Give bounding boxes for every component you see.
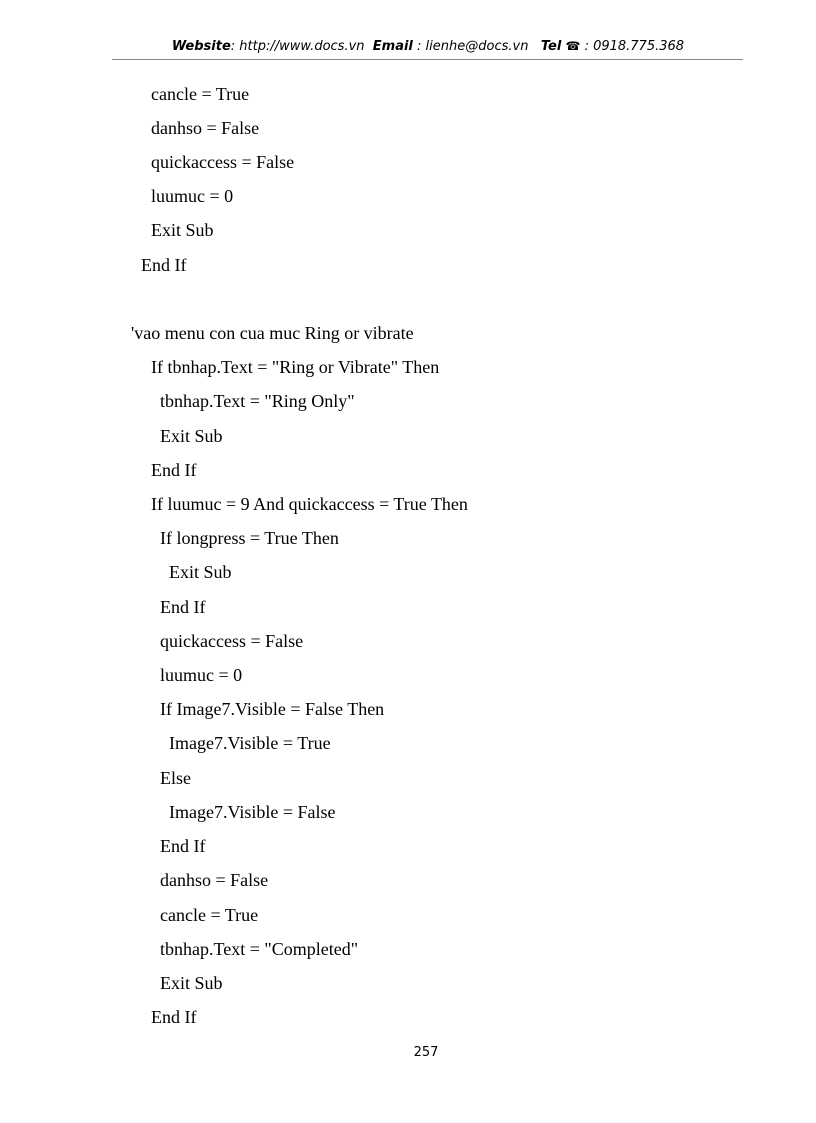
code-line: Exit Sub xyxy=(160,426,223,446)
page-number: 257 xyxy=(413,1045,439,1060)
email-value: : lienhe@docs.vn xyxy=(412,39,529,54)
email-label: Email xyxy=(372,39,413,54)
tel-value: : 0918.775.368 xyxy=(584,39,685,54)
code-line: cancle = True xyxy=(160,905,259,925)
code-line: End If xyxy=(151,460,197,480)
code-line: If tbnhap.Text = "Ring or Vibrate" Then xyxy=(151,357,440,377)
tel-label: Tel xyxy=(540,39,562,54)
code-line: If Image7.Visible = False Then xyxy=(160,699,385,719)
website-label: Website xyxy=(171,39,231,54)
code-line: If luumuc = 9 And quickaccess = True Then xyxy=(151,494,468,514)
website-value: : http://www.docs.vn xyxy=(230,39,365,54)
code-line: End If xyxy=(151,1007,197,1027)
code-line: Exit Sub xyxy=(160,973,223,993)
code-comment: 'vao menu con cua muc Ring or vibrate xyxy=(131,323,414,343)
code-line: tbnhap.Text = "Completed" xyxy=(160,939,359,959)
code-line: Exit Sub xyxy=(169,562,232,582)
code-line: Else xyxy=(160,768,191,788)
code-line: danhso = False xyxy=(151,118,260,138)
code-line: End If xyxy=(160,836,206,856)
code-line: End If xyxy=(141,255,187,275)
code-line: tbnhap.Text = "Ring Only" xyxy=(160,391,355,411)
phone-icon: ☎ xyxy=(565,39,581,53)
code-line: danhso = False xyxy=(160,870,269,890)
code-line: luumuc = 0 xyxy=(151,186,234,206)
code-line: Exit Sub xyxy=(151,220,214,240)
code-line: quickaccess = False xyxy=(151,152,295,172)
code-line: Image7.Visible = True xyxy=(169,733,331,753)
code-line: quickaccess = False xyxy=(160,631,304,651)
code-line: If longpress = True Then xyxy=(160,528,339,548)
code-line: cancle = True xyxy=(151,84,250,104)
header-divider xyxy=(112,59,743,60)
page-header xyxy=(0,39,816,54)
code-line: luumuc = 0 xyxy=(160,665,243,685)
code-line: Image7.Visible = False xyxy=(169,802,336,822)
code-line: End If xyxy=(160,597,206,617)
